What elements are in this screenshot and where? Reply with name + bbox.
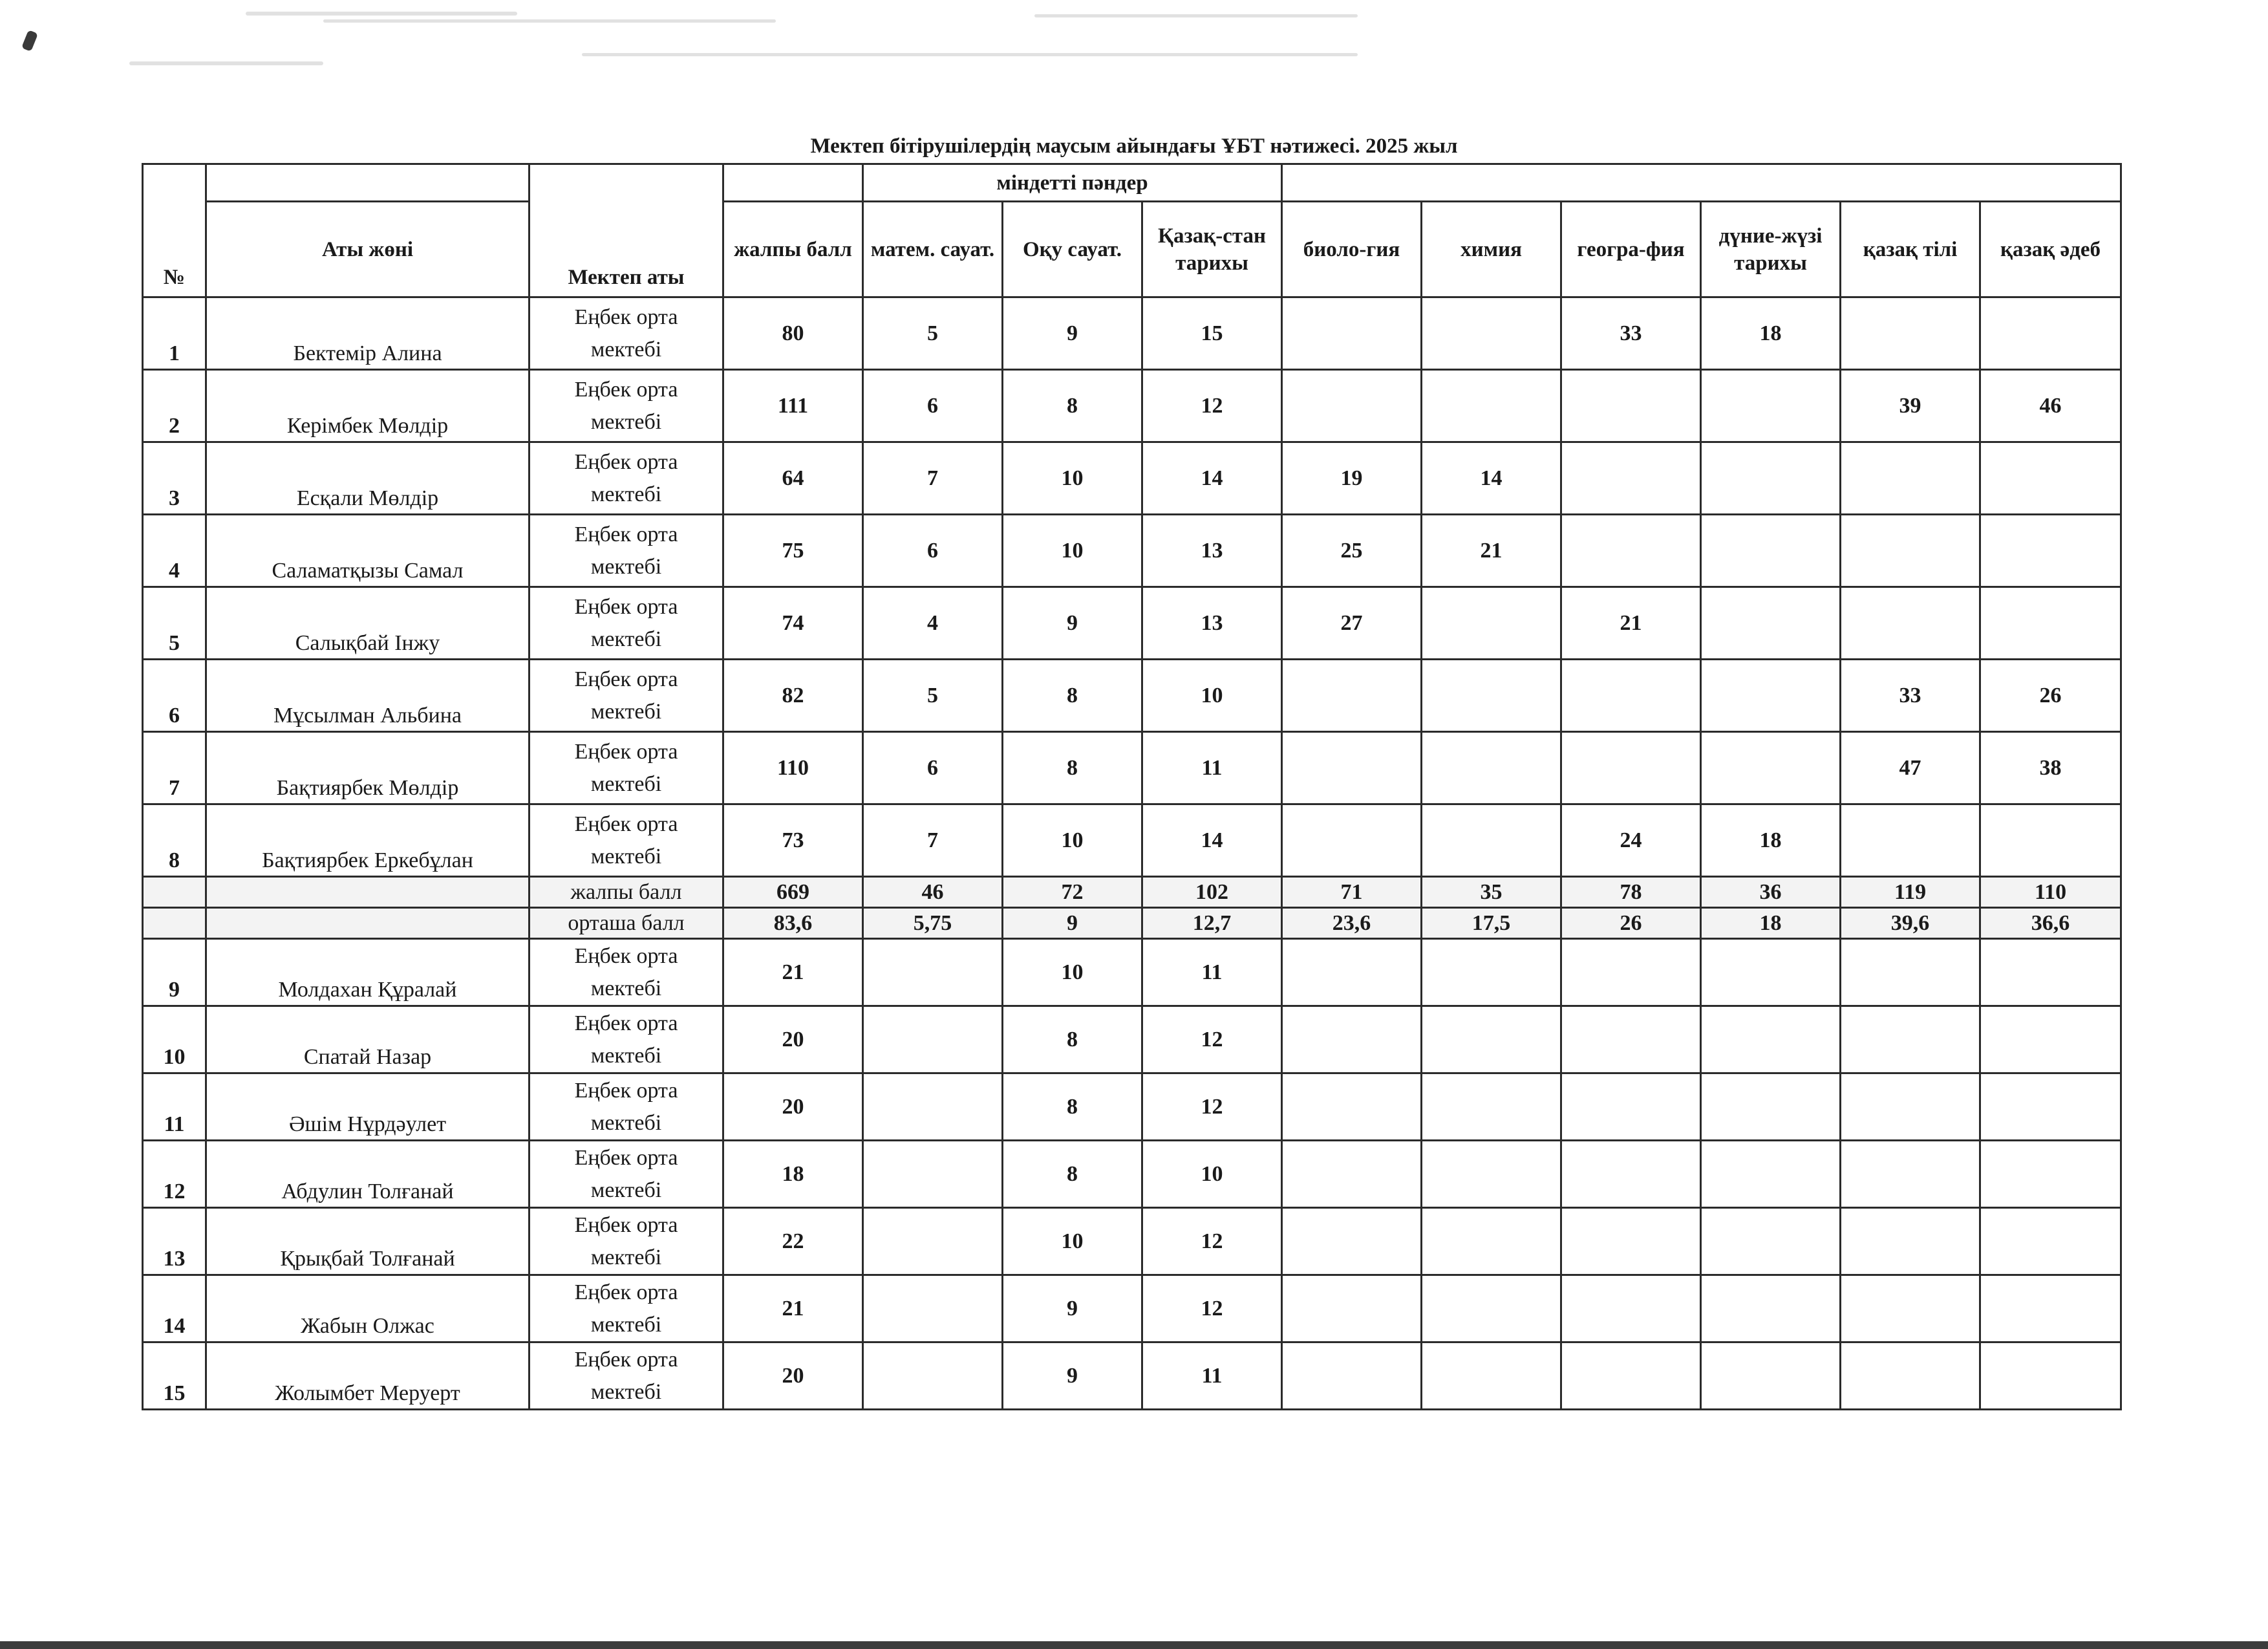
math-score: 7 [863,804,1003,877]
history-score: 13 [1142,515,1282,587]
school-line: Еңбек орта [574,1011,678,1035]
total-score: 74 [723,587,863,660]
biology-score [1282,804,1422,877]
header-biology: биоло-гия [1282,202,1422,297]
reading-score: 8 [1003,1141,1142,1208]
school-line: мектебі [590,976,662,1000]
chemistry-score [1422,587,1561,660]
school-line: мектебі [590,482,662,506]
totals-kzlang: 119 [1841,877,1980,908]
header-math-literacy: матем. сауат. [863,202,1003,297]
math-score [863,1208,1003,1275]
chemistry-score [1422,1073,1561,1141]
geography-score [1561,1006,1701,1073]
school-line: мектебі [590,771,662,796]
averages-kzlit: 36,6 [1980,908,2121,939]
student-name: Бақтиярбек Мөлдір [206,732,530,804]
school-cell [530,1208,723,1275]
total-score: 21 [723,1275,863,1342]
totals-label: жалпы балл [530,877,723,908]
world-history-score [1701,1342,1841,1410]
kazakh-language-score [1841,442,1980,515]
kazakh-language-score [1841,939,1980,1006]
school-cell [530,370,723,442]
geography-score [1561,660,1701,732]
math-score: 4 [863,587,1003,660]
school-line: Еңбек орта [574,943,678,968]
reading-score: 9 [1003,1275,1142,1342]
reading-score: 10 [1003,515,1142,587]
geography-score [1561,442,1701,515]
math-score: 6 [863,732,1003,804]
row-number: 13 [143,1208,206,1275]
kazakh-language-score [1841,1275,1980,1342]
math-score: 5 [863,660,1003,732]
history-score: 10 [1142,660,1282,732]
kazakh-literature-score [1980,297,2121,370]
school-line: мектебі [590,1110,662,1135]
school-line: Еңбек орта [574,667,678,691]
averages-reading: 9 [1003,908,1142,939]
row-number: 9 [143,939,206,1006]
totals-row [143,877,2121,908]
school-line: Еңбек орта [574,305,678,329]
biology-score [1282,1141,1422,1208]
kazakh-literature-score: 46 [1980,370,2121,442]
kazakh-literature-score [1980,1208,2121,1275]
world-history-score [1701,1006,1841,1073]
school-line: Еңбек орта [574,522,678,546]
totals-geo: 78 [1561,877,1701,908]
kazakh-literature-score [1980,515,2121,587]
school-cell [530,297,723,370]
averages-math: 5,75 [863,908,1003,939]
total-score: 73 [723,804,863,877]
results-table [142,163,2122,1410]
header-geography: геогра-фия [1561,202,1701,297]
row-number: 6 [143,660,206,732]
summary-name-cell [206,908,530,939]
total-score: 75 [723,515,863,587]
table-body-top [143,297,2121,877]
school-line: Еңбек орта [574,1145,678,1170]
averages-chem: 17,5 [1422,908,1561,939]
school-cell [530,1342,723,1410]
table-row [143,1073,2121,1141]
geography-score [1561,732,1701,804]
row-number: 12 [143,1141,206,1208]
school-line: мектебі [590,1245,662,1269]
geography-score: 21 [1561,587,1701,660]
student-name: Жолымбет Меруерт [206,1342,530,1410]
reading-score: 9 [1003,1342,1142,1410]
school-cell [530,1073,723,1141]
total-score: 22 [723,1208,863,1275]
chemistry-score: 21 [1422,515,1561,587]
table-row [143,515,2121,587]
student-name: Бақтиярбек Еркебұлан [206,804,530,877]
table-row [143,939,2121,1006]
table-row [143,587,2121,660]
biology-score: 25 [1282,515,1422,587]
school-cell [530,660,723,732]
school-cell [530,1141,723,1208]
chemistry-score [1422,297,1561,370]
chemistry-score [1422,1342,1561,1410]
kazakh-literature-score [1980,1342,2121,1410]
total-score: 111 [723,370,863,442]
averages-total: 83,6 [723,908,863,939]
header-kazakh-literature: қазақ әдеб [1980,202,2121,297]
reading-score: 8 [1003,1073,1142,1141]
summary-rows [143,877,2121,939]
header-total: жалпы балл [723,202,863,297]
kazakh-language-score [1841,1141,1980,1208]
school-line: мектебі [590,1178,662,1202]
kazakh-literature-score [1980,1006,2121,1073]
history-score: 11 [1142,939,1282,1006]
history-score: 11 [1142,1342,1282,1410]
total-score: 20 [723,1006,863,1073]
school-cell [530,939,723,1006]
school-line: Еңбек орта [574,1280,678,1304]
school-line: мектебі [590,1043,662,1068]
chemistry-score [1422,1006,1561,1073]
table-row [143,1275,2121,1342]
math-score: 6 [863,370,1003,442]
row-number: 10 [143,1006,206,1073]
student-name: Қрықбай Толғанай [206,1208,530,1275]
kazakh-language-score [1841,515,1980,587]
totals-chem: 35 [1422,877,1561,908]
row-number: 1 [143,297,206,370]
kazakh-literature-score [1980,1275,2121,1342]
world-history-score [1701,660,1841,732]
reading-score: 10 [1003,1208,1142,1275]
document-title: Мектеп бітірушілердің маусым айындағы ҰБТ нәтижесі. 2025 жыл [810,135,1458,158]
row-number: 2 [143,370,206,442]
biology-score [1282,1342,1422,1410]
student-name: Мұсылман Альбина [206,660,530,732]
school-line: мектебі [590,1379,662,1404]
history-score: 12 [1142,1006,1282,1073]
history-score: 13 [1142,587,1282,660]
chemistry-score [1422,660,1561,732]
chemistry-score [1422,804,1561,877]
row-number: 8 [143,804,206,877]
math-score: 5 [863,297,1003,370]
totals-math: 46 [863,877,1003,908]
reading-score: 8 [1003,732,1142,804]
scan-smudge [1034,14,1358,17]
table-row [143,660,2121,732]
school-cell [530,587,723,660]
world-history-score: 18 [1701,804,1841,877]
row-number: 7 [143,732,206,804]
header-world-history: дүние-жүзі тарихы [1701,202,1841,297]
school-line: Еңбек орта [574,1078,678,1103]
student-name: Керімбек Мөлдір [206,370,530,442]
summary-num-cell [143,908,206,939]
school-line: мектебі [590,699,662,724]
total-score: 21 [723,939,863,1006]
kazakh-language-score [1841,1073,1980,1141]
geography-score [1561,1141,1701,1208]
student-name: Салықбай Інжу [206,587,530,660]
reading-score: 9 [1003,587,1142,660]
kazakh-literature-score: 26 [1980,660,2121,732]
student-name: Молдахан Құралай [206,939,530,1006]
scan-smudge [246,12,517,16]
total-score: 80 [723,297,863,370]
school-line: Еңбек орта [574,377,678,402]
row-number: 15 [143,1342,206,1410]
kazakh-language-score [1841,1006,1980,1073]
geography-score [1561,1342,1701,1410]
summary-num-cell [143,877,206,908]
world-history-score [1701,370,1841,442]
chemistry-score [1422,1141,1561,1208]
history-score: 10 [1142,1141,1282,1208]
school-cell [530,732,723,804]
student-name: Әшім Нұрдәулет [206,1073,530,1141]
averages-history: 12,7 [1142,908,1282,939]
header-school: Мектеп аты [530,164,723,297]
history-score: 15 [1142,297,1282,370]
school-line: мектебі [590,554,662,579]
table-row [143,297,2121,370]
geography-score [1561,1208,1701,1275]
school-cell [530,442,723,515]
header-kazakh-language: қазақ тілі [1841,202,1980,297]
history-score: 14 [1142,804,1282,877]
history-score: 12 [1142,1073,1282,1141]
history-score: 12 [1142,370,1282,442]
scan-ink-mark [21,30,38,52]
world-history-score [1701,587,1841,660]
row-number: 11 [143,1073,206,1141]
math-score: 7 [863,442,1003,515]
world-history-score [1701,1275,1841,1342]
averages-geo: 26 [1561,908,1701,939]
row-number: 4 [143,515,206,587]
totals-bio: 71 [1282,877,1422,908]
averages-label: орташа балл [530,908,723,939]
kazakh-language-score [1841,297,1980,370]
biology-score [1282,370,1422,442]
school-cell [530,1006,723,1073]
biology-score [1282,1275,1422,1342]
geography-score: 24 [1561,804,1701,877]
school-cell [530,515,723,587]
math-score [863,1006,1003,1073]
school-line: мектебі [590,844,662,868]
header-name: Аты жөні [206,202,530,297]
table-row [143,442,2121,515]
biology-score [1282,732,1422,804]
biology-score: 27 [1282,587,1422,660]
header-blank [206,164,530,202]
math-score [863,1073,1003,1141]
totals-total: 669 [723,877,863,908]
kazakh-language-score [1841,587,1980,660]
world-history-score [1701,732,1841,804]
math-score [863,939,1003,1006]
total-score: 18 [723,1141,863,1208]
chemistry-score [1422,1275,1561,1342]
kazakh-language-score: 39 [1841,370,1980,442]
world-history-score: 18 [1701,297,1841,370]
kazakh-literature-score [1980,1073,2121,1141]
reading-score: 8 [1003,370,1142,442]
row-number: 14 [143,1275,206,1342]
table-row [143,1141,2121,1208]
reading-score: 9 [1003,297,1142,370]
student-name: Есқали Мөлдір [206,442,530,515]
total-score: 82 [723,660,863,732]
table-row [143,732,2121,804]
total-score: 20 [723,1342,863,1410]
total-score: 64 [723,442,863,515]
world-history-score [1701,442,1841,515]
header-reading-literacy: Оқу сауат. [1003,202,1142,297]
geography-score: 33 [1561,297,1701,370]
kazakh-literature-score [1980,1141,2121,1208]
reading-score: 10 [1003,939,1142,1006]
table-row [143,1342,2121,1410]
scan-edge [0,1641,2268,1649]
school-line: мектебі [590,1312,662,1337]
math-score: 6 [863,515,1003,587]
world-history-score [1701,939,1841,1006]
math-score [863,1141,1003,1208]
scan-smudge [582,53,1358,56]
school-line: Еңбек орта [574,1212,678,1237]
school-line: мектебі [590,627,662,651]
history-score: 11 [1142,732,1282,804]
reading-score: 8 [1003,1006,1142,1073]
kazakh-literature-score [1980,939,2121,1006]
chemistry-score: 14 [1422,442,1561,515]
biology-score [1282,939,1422,1006]
student-name: Саламатқызы Самал [206,515,530,587]
history-score: 14 [1142,442,1282,515]
table-body-bottom [143,939,2121,1410]
world-history-score [1701,1208,1841,1275]
world-history-score [1701,1141,1841,1208]
averages-row [143,908,2121,939]
header-mandatory-group: міндетті пәндер [863,164,1282,202]
history-score: 12 [1142,1208,1282,1275]
biology-score [1282,1208,1422,1275]
totals-world: 36 [1701,877,1841,908]
reading-score: 10 [1003,442,1142,515]
kazakh-language-score: 47 [1841,732,1980,804]
kazakh-language-score [1841,1208,1980,1275]
history-score: 12 [1142,1275,1282,1342]
row-number: 3 [143,442,206,515]
kazakh-language-score [1841,804,1980,877]
world-history-score [1701,1073,1841,1141]
header-elective-group [1282,164,2121,202]
scan-smudge [323,19,776,23]
biology-score [1282,660,1422,732]
biology-score [1282,1006,1422,1073]
averages-kzlang: 39,6 [1841,908,1980,939]
student-name: Жабын Олжас [206,1275,530,1342]
math-score [863,1275,1003,1342]
kazakh-language-score [1841,1342,1980,1410]
biology-score [1282,1073,1422,1141]
totals-kzlit: 110 [1980,877,2121,908]
scan-smudge [129,61,323,65]
student-name: Абдулин Толғанай [206,1141,530,1208]
table-row [143,370,2121,442]
averages-bio: 23,6 [1282,908,1422,939]
table-row [143,1208,2121,1275]
header-chemistry: химия [1422,202,1561,297]
school-line: Еңбек орта [574,739,678,764]
school-cell [530,1275,723,1342]
header-num: № [143,164,206,297]
kazakh-literature-score: 38 [1980,732,2121,804]
table-row [143,1006,2121,1073]
chemistry-score [1422,370,1561,442]
reading-score: 10 [1003,804,1142,877]
geography-score [1561,515,1701,587]
geography-score [1561,1073,1701,1141]
chemistry-score [1422,732,1561,804]
kazakh-literature-score [1980,804,2121,877]
kazakh-language-score: 33 [1841,660,1980,732]
school-line: мектебі [590,337,662,361]
biology-score: 19 [1282,442,1422,515]
header-blank [723,164,863,202]
chemistry-score [1422,1208,1561,1275]
row-number: 5 [143,587,206,660]
total-score: 110 [723,732,863,804]
school-line: Еңбек орта [574,594,678,619]
totals-reading: 72 [1003,877,1142,908]
geography-score [1561,1275,1701,1342]
table-row [143,804,2121,877]
biology-score [1282,297,1422,370]
student-name: Бектемір Алина [206,297,530,370]
kazakh-literature-score [1980,587,2121,660]
school-line: Еңбек орта [574,449,678,474]
school-line: Еңбек орта [574,1347,678,1372]
reading-score: 8 [1003,660,1142,732]
total-score: 20 [723,1073,863,1141]
chemistry-score [1422,939,1561,1006]
math-score [863,1342,1003,1410]
geography-score [1561,939,1701,1006]
kazakh-literature-score [1980,442,2121,515]
school-line: мектебі [590,409,662,434]
geography-score [1561,370,1701,442]
school-cell [530,804,723,877]
school-line: Еңбек орта [574,812,678,836]
student-name: Спатай Назар [206,1006,530,1073]
summary-name-cell [206,877,530,908]
averages-world: 18 [1701,908,1841,939]
totals-history: 102 [1142,877,1282,908]
world-history-score [1701,515,1841,587]
header-kz-history: Қазақ-стан тарихы [1142,202,1282,297]
